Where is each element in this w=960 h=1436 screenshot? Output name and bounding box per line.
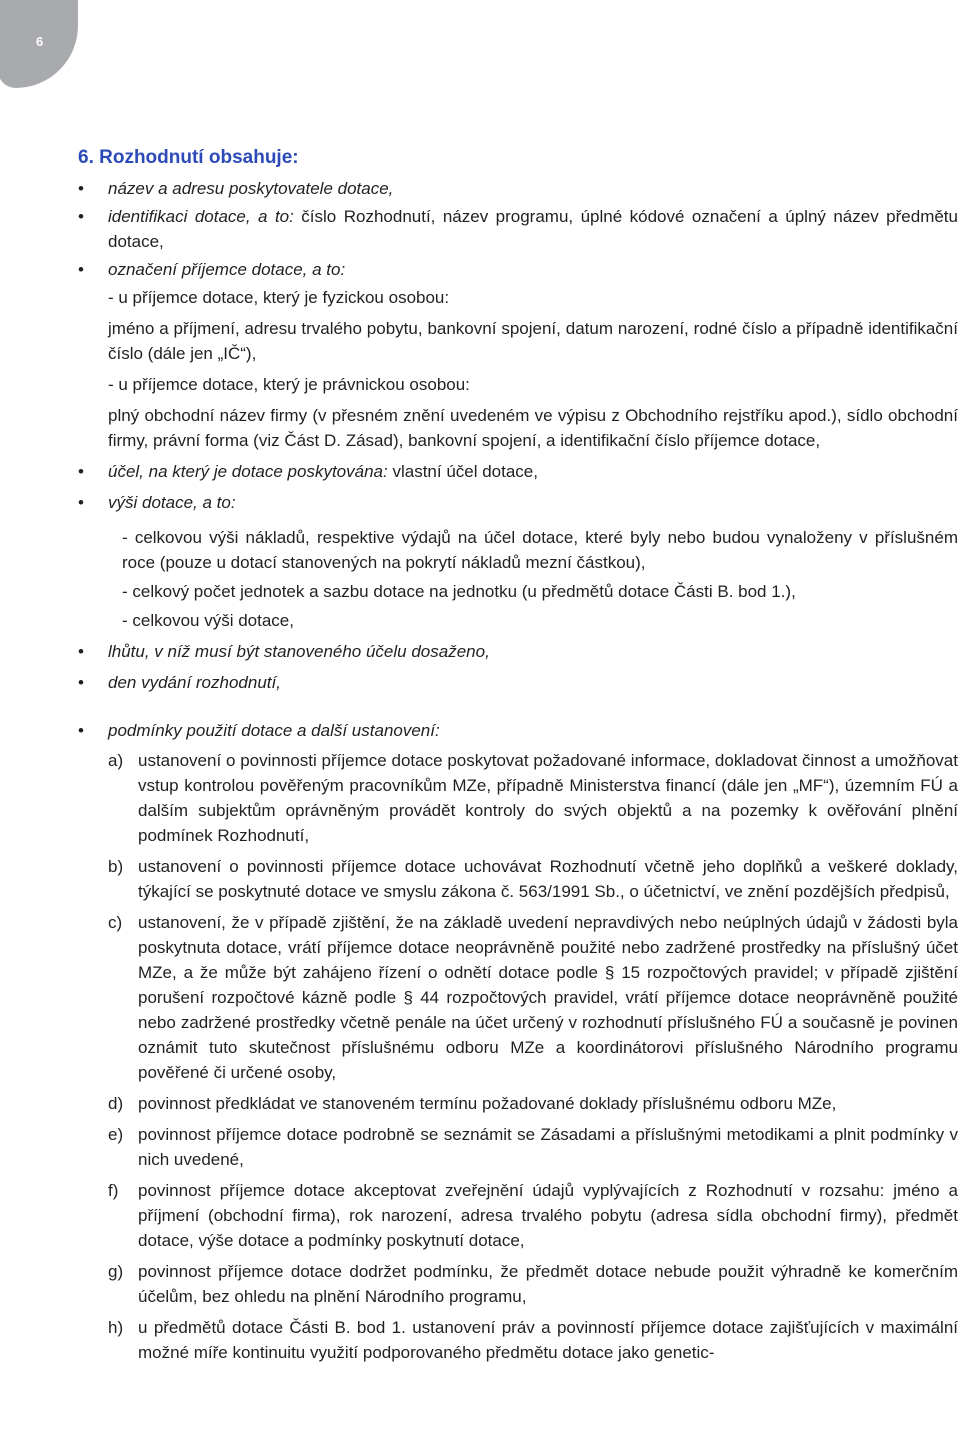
bullet-icon: • xyxy=(78,179,84,198)
bullet-label: účel, na který je dotace poskytována: xyxy=(108,462,388,481)
bullet-icon: • xyxy=(78,260,84,279)
bullet-label: lhůtu, v níž musí být stanoveného účelu dosaženo, xyxy=(108,642,490,661)
condition-item-e xyxy=(78,1122,958,1172)
bullet-text: název a adresu poskytovatele dotace, xyxy=(108,179,394,198)
natural-person-body: jméno a příjmení, adresu trvalého pobytu, bankovní spojení, datum narození, rodné číslo a případně identifikační číslo (dále jen „IČ“), xyxy=(108,319,958,363)
bullet-label: podmínky použití dotace a další ustanovení: xyxy=(108,721,440,740)
condition-letter: f) xyxy=(108,1181,119,1200)
legal-person-body: plný obchodní název firmy (v přesném znění uvedeném ve výpisu z Obchodního rejstříku apod.), sídlo obchodní firmy, právní forma (viz Část D. Zásad), bankovní spojení, a identifikační číslo příjemce dotace, xyxy=(108,406,958,450)
bullet-label: výši dotace, a to: xyxy=(108,493,236,512)
condition-text: u předmětů dotace Části B. bod 1. ustanovení práv a povinností příjemce dotace zajišťujících v maximální možné míře kontinuitu využití podporovaného předmětu dotace jako genetic- xyxy=(138,1318,958,1362)
bullet-icon: • xyxy=(78,673,84,692)
condition-item-d xyxy=(78,1091,958,1116)
condition-letter: e) xyxy=(108,1125,124,1144)
condition-text: ustanovení o povinnosti příjemce dotace uchovávat Rozhodnutí včetně jeho doplňků a veškeré doklady, týkající se poskytnuté dotace ve smyslu zákona č. 563/1991 Sb., o účetnictví, ve znění pozdějších předpisů, xyxy=(138,857,958,901)
bullet-item-amount xyxy=(78,490,958,515)
condition-text: povinnost předkládat ve stanoveném termínu požadované doklady příslušnému odboru MZe, xyxy=(138,1094,837,1113)
bullet-item-purpose xyxy=(78,459,958,484)
bullet-item-deadline xyxy=(78,639,958,664)
bullet-icon: • xyxy=(78,721,84,740)
bullet-label: identifikaci dotace, a to: xyxy=(108,207,294,226)
condition-item-a xyxy=(78,748,958,848)
bullet-label: den vydání rozhodnutí, xyxy=(108,673,281,692)
document-body xyxy=(78,140,958,1365)
section-heading: 6. Rozhodnutí obsahuje: xyxy=(78,147,299,168)
condition-text: ustanovení, že v případě zjištění, že na základě uvedení nepravdivých nebo neúplných údajů v žádosti byla poskytnuta dotace, vrátí příjemce dotace neoprávněně použité nebo zadržené prostředky na příslušný účet MZe, a že může být zahájeno řízení o odnětí dotace podle § 15 rozpočtových pravidel; v případě zjištění porušení rozpočtové kázně podle § 44 rozpočtových pravidel, vrátí příjemce dotace neoprávněně použité nebo zadržené prostředky včetně penále na účet určený v rozhodnutí příslušného FÚ a současně je povinen oznámit tuto skutečnost příslušnému odboru MZe a koordinátorovi příslušného Národního programu pověřené či určené osoby, xyxy=(138,913,958,1082)
amount-total: - celkovou výši dotace, xyxy=(122,611,294,630)
condition-item-h xyxy=(78,1315,958,1365)
condition-letter: g) xyxy=(108,1262,124,1281)
condition-item-c xyxy=(78,910,958,1085)
condition-item-g xyxy=(78,1259,958,1309)
amount-units: - celkový počet jednotek a sazbu dotace na jednotku (u předmětů dotace Části B. bod 1.), xyxy=(122,582,796,601)
condition-text: povinnost příjemce dotace podrobně se seznámit se Zásadami a příslušnými metodikami a plnit podmínky v nich uvedené, xyxy=(138,1125,958,1169)
bullet-icon: • xyxy=(78,462,84,481)
legal-person-heading: - u příjemce dotace, který je právnickou osobou: xyxy=(108,375,470,394)
condition-letter: d) xyxy=(108,1094,124,1113)
bullet-item-identification xyxy=(78,204,958,254)
condition-letter: h) xyxy=(108,1318,124,1337)
bullet-item-conditions xyxy=(78,718,958,743)
bullet-text: vlastní účel dotace, xyxy=(387,462,538,481)
condition-item-f xyxy=(78,1178,958,1253)
bullet-icon: • xyxy=(78,493,84,512)
condition-text: ustanovení o povinnosti příjemce dotace poskytovat požadované informace, dokladovat činnost a umožňovat vstup kontrolou pověřeným pracovníkům MZe, případně Ministerstva financí (dále jen „MF“), územním FÚ a dalším subjektům oprávněným provádět kontroly do svých objektů a na pozemky k ověřování plnění podmínek Rozhodnutí, xyxy=(138,751,958,845)
bullet-icon: • xyxy=(78,642,84,661)
condition-letter: b) xyxy=(108,857,124,876)
bullet-text: číslo Rozhodnutí, název programu, úplné kódové označení a úplný název předmětu dotace, xyxy=(108,207,958,251)
amount-costs: - celkovou výši nákladů, respektive výdajů na účel dotace, které byly nebo budou vynaloženy v příslušném roce (pouze u dotací stanovených na pokrytí nákladů mezní částkou), xyxy=(122,528,958,572)
condition-text: povinnost příjemce dotace dodržet podmínku, že předmět dotace nebude použit výhradně ke komerčním účelům, bez ohledu na plnění Národního programu, xyxy=(138,1262,958,1306)
bullet-label: označení příjemce dotace, a to: xyxy=(108,260,346,279)
natural-person-heading: - u příjemce dotace, který je fyzickou osobou: xyxy=(108,288,450,307)
condition-letter: a) xyxy=(108,751,124,770)
page-number: 6 xyxy=(36,34,44,49)
bullet-item-provider xyxy=(78,176,958,201)
condition-text: povinnost příjemce dotace akceptovat zveřejnění údajů vyplývajících z Rozhodnutí v rozsahu: jméno a příjmení (obchodní firma), rok narození, adresa trvalého pobytu (adresa sídla obchodní firmy), předmět dotace, výše dotace a podmínky poskytnutí dotace, xyxy=(138,1181,958,1250)
bullet-icon: • xyxy=(78,207,84,226)
bullet-item-recipient xyxy=(78,257,958,282)
condition-letter: c) xyxy=(108,913,123,932)
condition-item-b xyxy=(78,854,958,904)
bullet-item-issue-date xyxy=(78,670,958,695)
